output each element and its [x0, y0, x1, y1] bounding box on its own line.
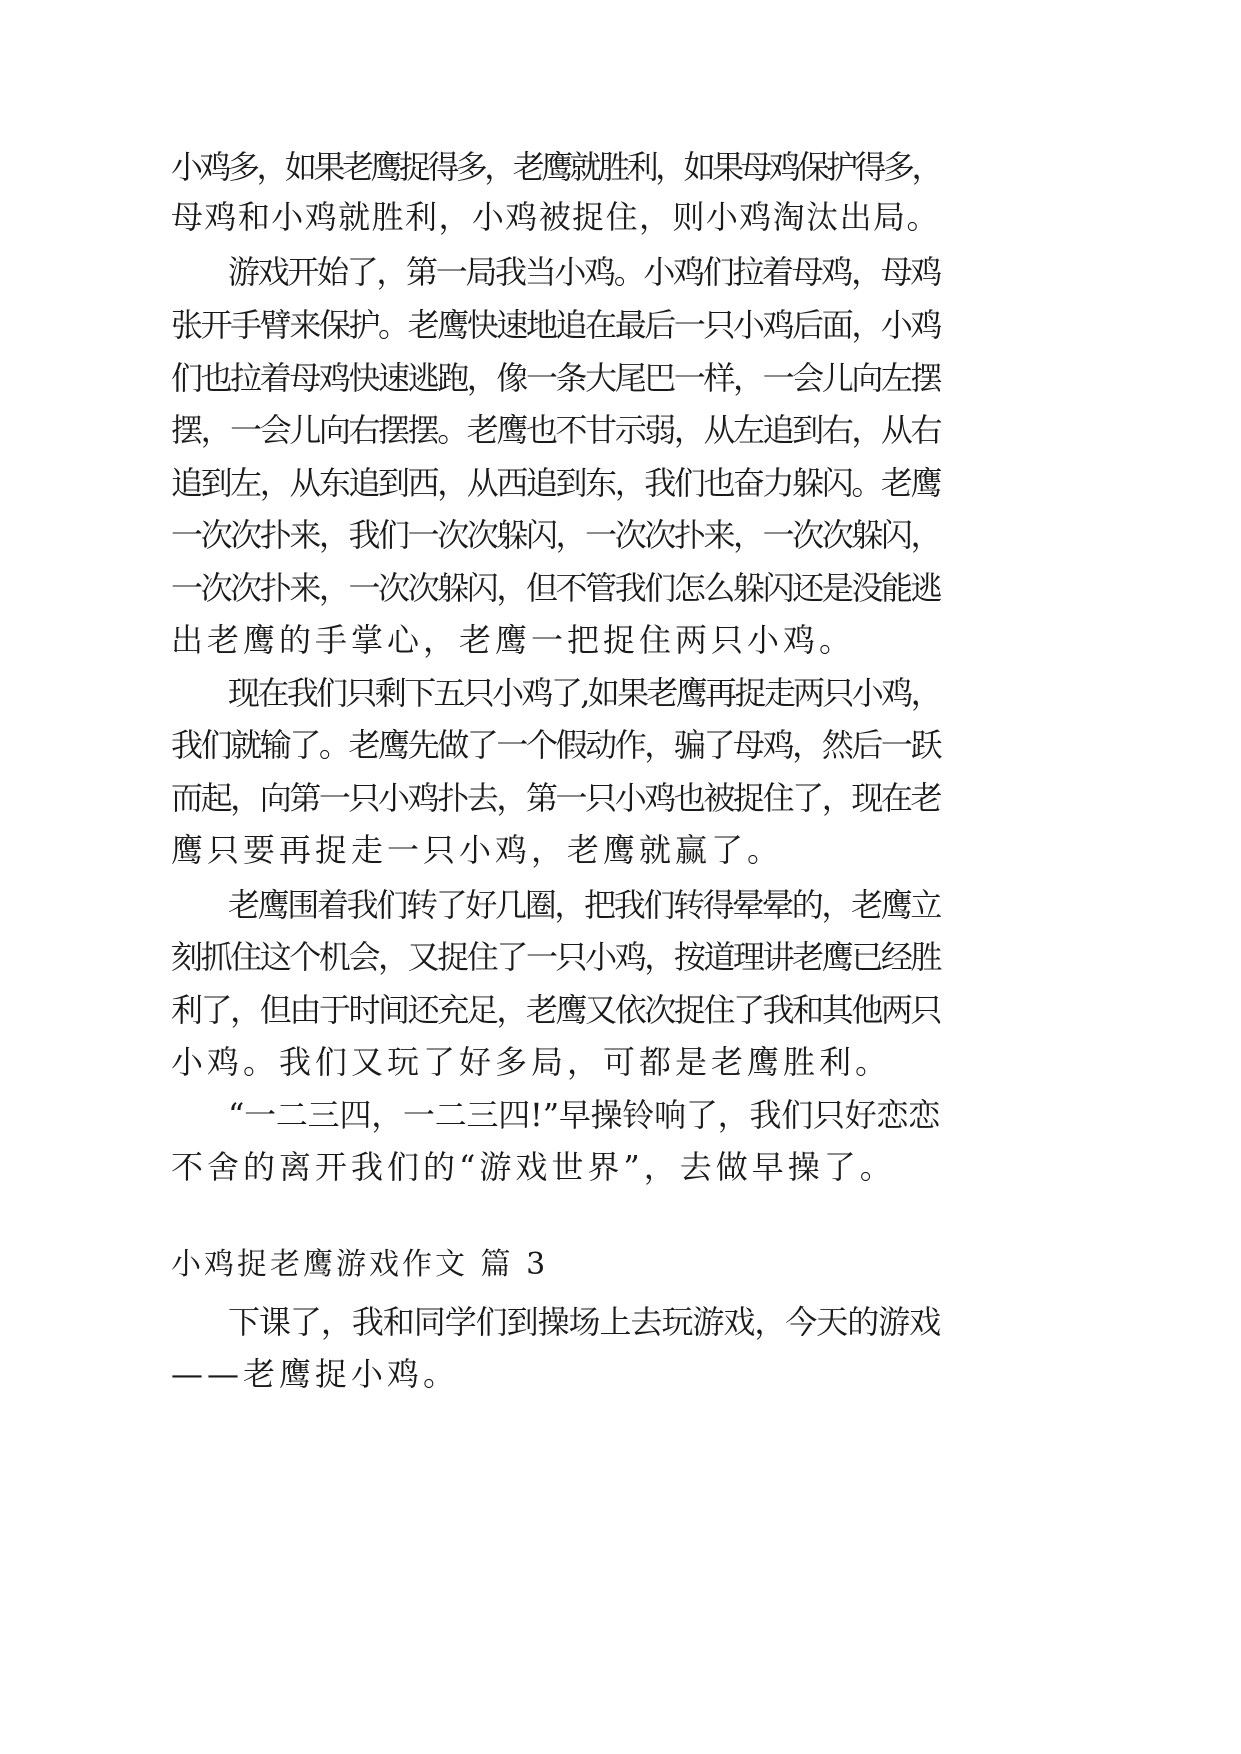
paragraph-3-line-4: 鹰只要再捉走一只小鸡，老鹰就赢了。 — [171, 831, 784, 869]
paragraph-3-line-2: 我们就输了。老鹰先做了一个假动作，骗了母鸡，然后一跃 — [171, 726, 941, 764]
section-paragraph-line-1: 下课了，我和同学们到操场上去玩游戏，今天的游戏 — [228, 1303, 941, 1341]
paragraph-4-line-2: 刻抓住这个机会，又捉住了一只小鸡，按道理讲老鹰已经胜 — [171, 938, 941, 976]
paragraph-2-line-2: 张开手臂来保护。老鹰快速地追在最后一只小鸡后面，小鸡 — [171, 306, 941, 344]
paragraph-2-line-6: 一次次扑来，我们一次次躲闪，一次次扑来，一次次躲闪， — [171, 516, 941, 554]
paragraph-2-line-5: 追到左，从东追到西，从西追到东，我们也奋力躲闪。老鹰 — [171, 464, 941, 502]
paragraph-3-line-1: 现在我们只剩下五只小鸡了,如果老鹰再捉走两只小鸡， — [228, 674, 940, 712]
paragraph-2-line-4: 摆，一会儿向右摆摆。老鹰也不甘示弱，从左追到右，从右 — [171, 411, 941, 449]
paragraph-4-line-3: 利了，但由于时间还充足，老鹰又依次捉住了我和其他两只 — [171, 991, 941, 1029]
paragraph-2-line-1: 游戏开始了，第一局我当小鸡。小鸡们拉着母鸡，母鸡 — [228, 253, 941, 291]
paragraph-5-line-1: “一二三四，一二三四!”早操铃响了，我们只好恋恋 — [228, 1096, 941, 1134]
paragraph-2-line-3: 们也拉着母鸡快速逃跑，像一条大尾巴一样，一会儿向左摆 — [171, 359, 941, 397]
paragraph-1-line-1: 小鸡多，如果老鹰捉得多，老鹰就胜利，如果母鸡保护得多， — [171, 148, 940, 186]
section-paragraph-line-2: ——老鹰捉小鸡。 — [171, 1355, 460, 1393]
paragraph-2-line-8: 出老鹰的手掌心，老鹰一把捉住两只小鸡。 — [171, 621, 856, 659]
paragraph-4-line-4: 小鸡。我们又玩了好多局，可都是老鹰胜利。 — [171, 1043, 892, 1081]
section-heading: 小鸡捉老鹰游戏作文 篇 3 — [171, 1247, 549, 1282]
paragraph-1-line-2: 母鸡和小鸡就胜利，小鸡被捉住，则小鸡淘汰出局。 — [171, 198, 940, 236]
paragraph-4-line-1: 老鹰围着我们转了好几圈，把我们转得晕晕的，老鹰立 — [228, 886, 941, 924]
paragraph-2-line-7: 一次次扑来，一次次躲闪，但不管我们怎么躲闪还是没能逃 — [171, 569, 941, 607]
paragraph-3-line-3: 而起，向第一只小鸡扑去，第一只小鸡也被捉住了，现在老 — [171, 779, 941, 817]
paragraph-5-line-2: 不舍的离开我们的“游戏世界”，去做早操了。 — [171, 1148, 896, 1186]
